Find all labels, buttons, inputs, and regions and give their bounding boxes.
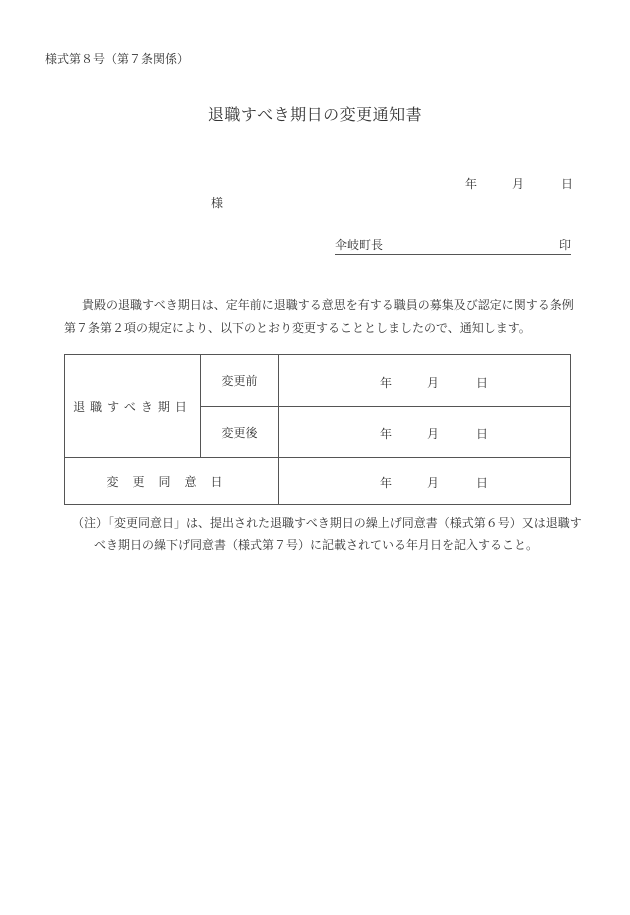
footnote-line-2: べき期日の繰下げ同意書（様式第７号）に記載されている年月日を記入すること。 <box>94 538 539 552</box>
seal-mark: 印 <box>558 238 571 252</box>
date-month-label: 月 <box>512 177 525 191</box>
footnote-line-1: （注）「変更同意日」は、提出された退職すべき期日の繰上げ同意書（様式第６号）又は退職す <box>72 516 582 530</box>
divider <box>278 355 279 504</box>
date-day-label: 日 <box>561 177 574 191</box>
recipient-suffix: 様 <box>211 196 224 210</box>
month-label: 月 <box>427 427 440 441</box>
form-number: 様式第８号（第７条関係） <box>45 52 190 66</box>
year-label: 年 <box>380 376 393 390</box>
notice-body <box>64 294 584 340</box>
document-title: 退職すべき期日の変更通知書 <box>207 105 423 124</box>
day-label: 日 <box>476 376 489 390</box>
row-group-label: 退職すべき期日 <box>73 399 192 414</box>
label-consent-date: 変更同意日 <box>106 474 237 489</box>
notice-body-line-2: 第７条第２項の規定により、以下のとおり変更することとしましたので、通知します。 <box>64 321 531 335</box>
year-label: 年 <box>380 427 393 441</box>
notice-body-line-1: 貴殿の退職すべき期日は、定年前に退職する意思を有する職員の募集及び認定に関する条例 <box>82 298 574 312</box>
date-year-label: 年 <box>465 177 478 191</box>
footnote <box>72 512 592 556</box>
date-change-table <box>64 354 571 505</box>
issuer-name: 伞岐町長 <box>335 238 384 252</box>
day-label: 日 <box>476 476 489 490</box>
label-before-change: 変更前 <box>221 374 258 388</box>
month-label: 月 <box>427 476 440 490</box>
day-label: 日 <box>476 427 489 441</box>
month-label: 月 <box>427 376 440 390</box>
issuer-line <box>335 236 571 255</box>
year-label: 年 <box>380 476 393 490</box>
label-after-change: 変更後 <box>221 425 258 440</box>
